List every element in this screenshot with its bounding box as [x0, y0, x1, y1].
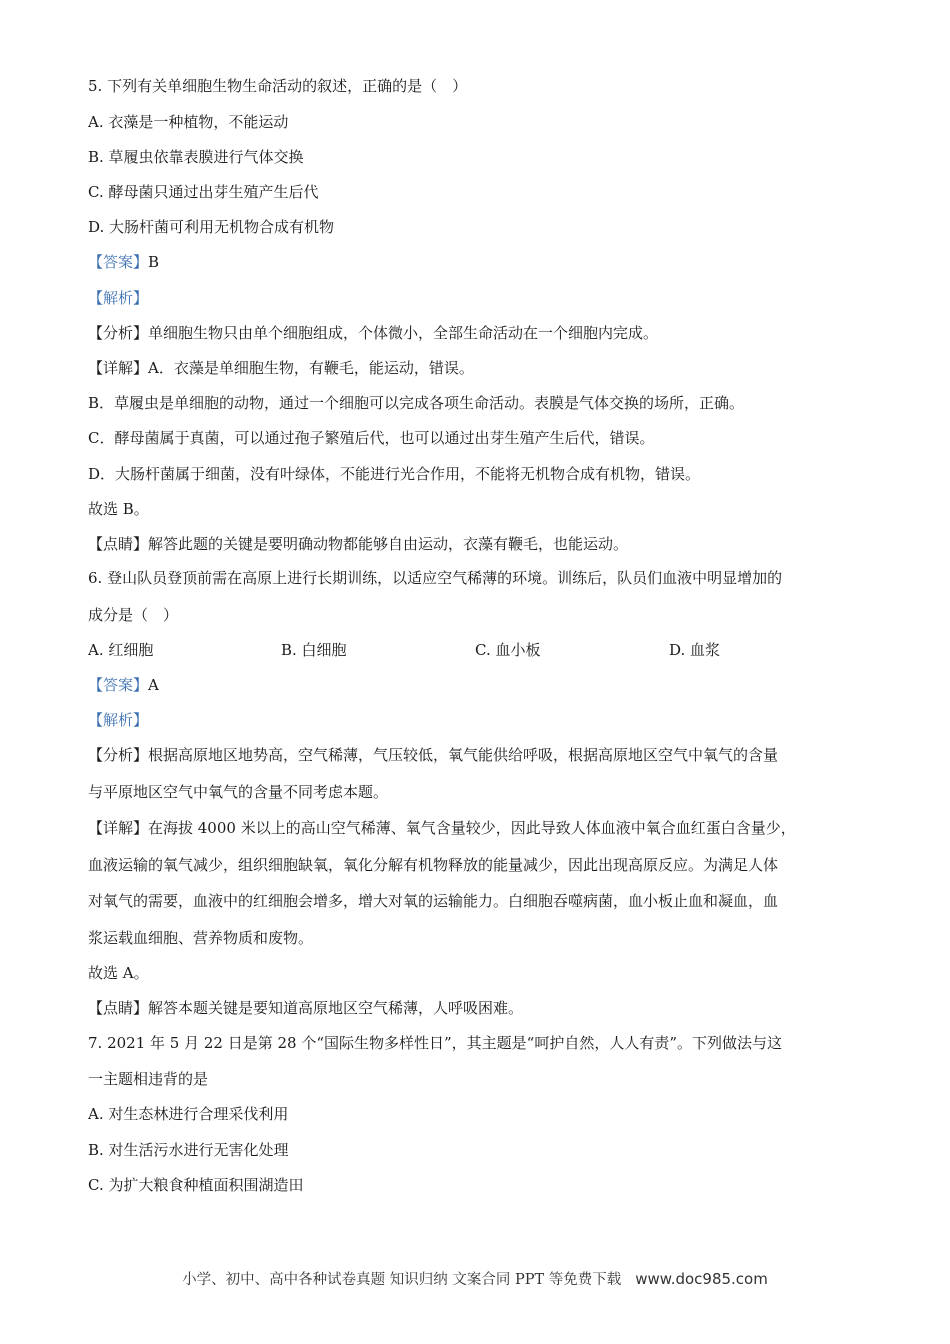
q5-option-a: A. 衣藻是一种植物，不能运动 [88, 113, 289, 131]
q6-option-d: D. 血浆 [669, 641, 721, 659]
q7-option-b: B. 对生活污水进行无害化处理 [88, 1141, 289, 1159]
q5-explain-b: B．草履虫是单细胞的动物，通过一个细胞可以完成各项生命活动。表膜是气体交换的场所，正确。 [88, 394, 745, 412]
q6-analysis-tag: 【解析】 [88, 711, 149, 729]
q6-fenxi-line2: 与平原地区空气中氧气的含量不同考虑本题。 [88, 783, 389, 801]
q5-analysis-tag: 【解析】 [88, 289, 149, 307]
q6-dianjing: 【点睛】解答本题关键是要知道高原地区空气稀薄，人呼吸困难。 [88, 999, 524, 1017]
q6-xiangjie-line4: 浆运载血细胞、营养物质和废物。 [88, 929, 314, 947]
q5-xiangjie: 【详解】A．衣藻是单细胞生物，有鞭毛，能运动，错误。 [88, 359, 474, 377]
q7-stem-line2: 一主题相违背的是 [88, 1070, 209, 1088]
q6-xiangjie-line3: 对氧气的需要，血液中的红细胞会增多，增大对氧的运输能力。白细胞吞噬病菌，血小板止血和凝血，血 [88, 892, 779, 910]
answer-value: B [148, 253, 160, 271]
q6-option-a: A. 红细胞 [88, 641, 154, 659]
q5-explain-c: C．酵母菌属于真菌，可以通过孢子繁殖后代，也可以通过出芽生殖产生后代，错误。 [88, 429, 655, 447]
q5-answer [88, 252, 890, 272]
q5-stem: 5. 下列有关单细胞生物生命活动的叙述，正确的是（ ） [88, 77, 468, 95]
footer-link[interactable]: www.doc985.com [635, 1270, 768, 1288]
q5-choose: 故选 B。 [88, 500, 149, 518]
q5-option-b: B. 草履虫依靠表膜进行气体交换 [88, 148, 304, 166]
footer-text: 小学、初中、高中各种试卷真题 知识归纳 文案合同 PPT 等免费下载 [182, 1272, 622, 1288]
q5-explain-d: D．大肠杆菌属于细菌，没有叶绿体，不能进行光合作用，不能将无机物合成有机物，错误。 [88, 465, 701, 483]
q7-option-c: C. 为扩大粮食种植面积围湖造田 [88, 1176, 304, 1194]
q6-fenxi-line1: 【分析】根据高原地区地势高，空气稀薄，气压较低，氧气能供给呼吸，根据高原地区空气中氧气的含量 [88, 746, 779, 764]
q5-fenxi: 【分析】单细胞生物只由单个细胞组成，个体微小，全部生命活动在一个细胞内完成。 [88, 324, 659, 342]
answer-value: A [148, 676, 159, 694]
q6-choose: 故选 A。 [88, 964, 149, 982]
q5-dianjing: 【点睛】解答此题的关键是要明确动物都能够自由运动，衣藻有鞭毛，也能运动。 [88, 535, 629, 553]
q5-option-d: D. 大肠杆菌可利用无机物合成有机物 [88, 218, 335, 236]
q6-stem-line2: 成分是（ ） [88, 606, 179, 624]
answer-tag: 【答案】 [88, 253, 149, 271]
q6-xiangjie-line1: 【详解】在海拔 4000 米以上的高山空气稀薄、氧气含量较少，因此导致人体血液中氧合血红蛋白含量少， [88, 819, 796, 837]
q6-stem-line1: 6. 登山队员登顶前需在高原上进行长期训练，以适应空气稀薄的环境。训练后，队员们血液中明显增加的 [88, 569, 783, 587]
q6-option-b: B. 白细胞 [281, 641, 347, 659]
q7-option-a: A. 对生态林进行合理采伐利用 [88, 1105, 289, 1123]
page-footer [0, 1268, 950, 1289]
q6-answer [88, 675, 890, 695]
q6-xiangjie-line2: 血液运输的氧气减少，组织细胞缺氧，氧化分解有机物释放的能量减少，因此出现高原反应。为满足人体 [88, 856, 779, 874]
q7-stem-line1: 7. 2021 年 5 月 22 日是第 28 个“国际生物多样性日”，其主题是“呵护自然，人人有责”。下列做法与这 [88, 1034, 783, 1052]
q6-option-c: C. 血小板 [475, 641, 541, 659]
q5-option-c: C. 酵母菌只通过出芽生殖产生后代 [88, 183, 319, 201]
answer-tag: 【答案】 [88, 676, 149, 694]
